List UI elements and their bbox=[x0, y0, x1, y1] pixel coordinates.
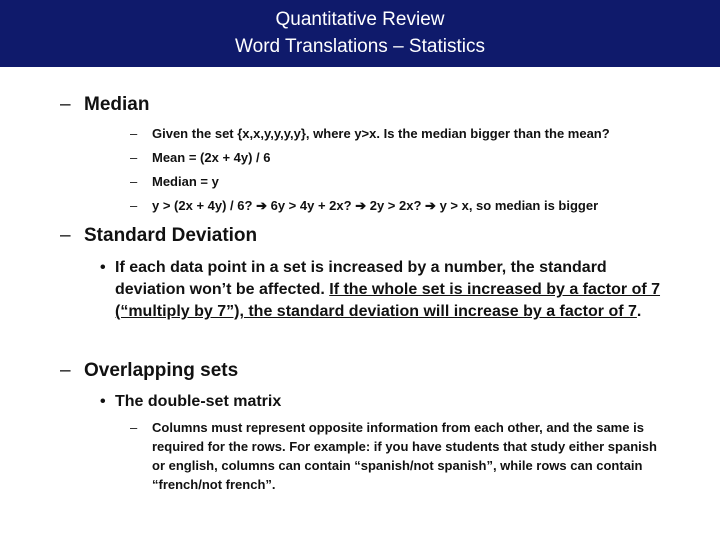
section-title-text: Median bbox=[84, 94, 150, 115]
chain-step-a: y > (2x + 4y) / 6? bbox=[152, 198, 253, 213]
median-item-4 bbox=[130, 196, 598, 215]
arrow-right-icon: ➔ bbox=[256, 198, 267, 213]
median-item-2 bbox=[130, 148, 271, 167]
bullet-marker: • bbox=[100, 393, 106, 410]
dash-marker: – bbox=[130, 198, 138, 213]
dash-marker: – bbox=[130, 174, 138, 189]
dash-marker: – bbox=[130, 150, 138, 165]
dash-marker: – bbox=[130, 420, 138, 435]
overlap-bullet bbox=[100, 391, 660, 413]
median-item-text: Mean = (2x + 4y) / 6 bbox=[152, 150, 271, 165]
median-item-1 bbox=[130, 124, 610, 143]
section-median-title bbox=[60, 94, 149, 116]
median-item-text: Median = y bbox=[152, 174, 219, 189]
chain-step-d: y > x, so median is bigger bbox=[439, 198, 599, 213]
stddev-plain-text: If each data point in a set is increased by a number, the standard deviation won’t be affected. bbox=[115, 259, 607, 298]
arrow-right-icon: ➔ bbox=[425, 198, 436, 213]
overlap-sub-item bbox=[130, 418, 660, 494]
overlap-sub-text: Columns must represent opposite information from each other, and the same is required for the rows. For example: if you have students that study either spanish or english, columns can contain “spanish/not spanish”, while rows can contain “french/not french”. bbox=[152, 420, 657, 492]
median-item-text: Given the set {x,x,y,y,y,y}, where y>x. Is the median bigger than the mean? bbox=[152, 126, 610, 141]
section-title-text: Standard Deviation bbox=[84, 225, 258, 246]
section-stddev-title bbox=[60, 225, 257, 247]
stddev-text bbox=[100, 257, 660, 323]
dash-marker: – bbox=[60, 360, 71, 381]
dash-marker: – bbox=[130, 126, 138, 141]
stddev-underlined-text: If the whole set is increased by a factor of 7 (“multiply by 7”), the standard deviation will increase by a factor of 7 bbox=[115, 281, 661, 320]
arrow-right-icon: ➔ bbox=[355, 198, 367, 213]
chain-step-b: 6y > 4y + 2x? bbox=[270, 198, 352, 213]
section-title-text: Overlapping sets bbox=[84, 360, 239, 381]
header-subtitle: Word Translations – Statistics bbox=[235, 36, 485, 57]
stddev-bullet bbox=[100, 257, 660, 323]
chain-step-c: 2y > 2x? bbox=[369, 198, 422, 213]
bullet-marker: • bbox=[100, 259, 106, 276]
dash-marker: – bbox=[60, 94, 71, 115]
section-overlap-title bbox=[60, 360, 238, 382]
median-item-3 bbox=[130, 172, 219, 191]
header-title: Quantitative Review bbox=[275, 9, 445, 30]
stddev-tail: . bbox=[636, 303, 642, 320]
dash-marker: – bbox=[60, 225, 71, 246]
overlap-bullet-text: The double-set matrix bbox=[115, 393, 282, 410]
